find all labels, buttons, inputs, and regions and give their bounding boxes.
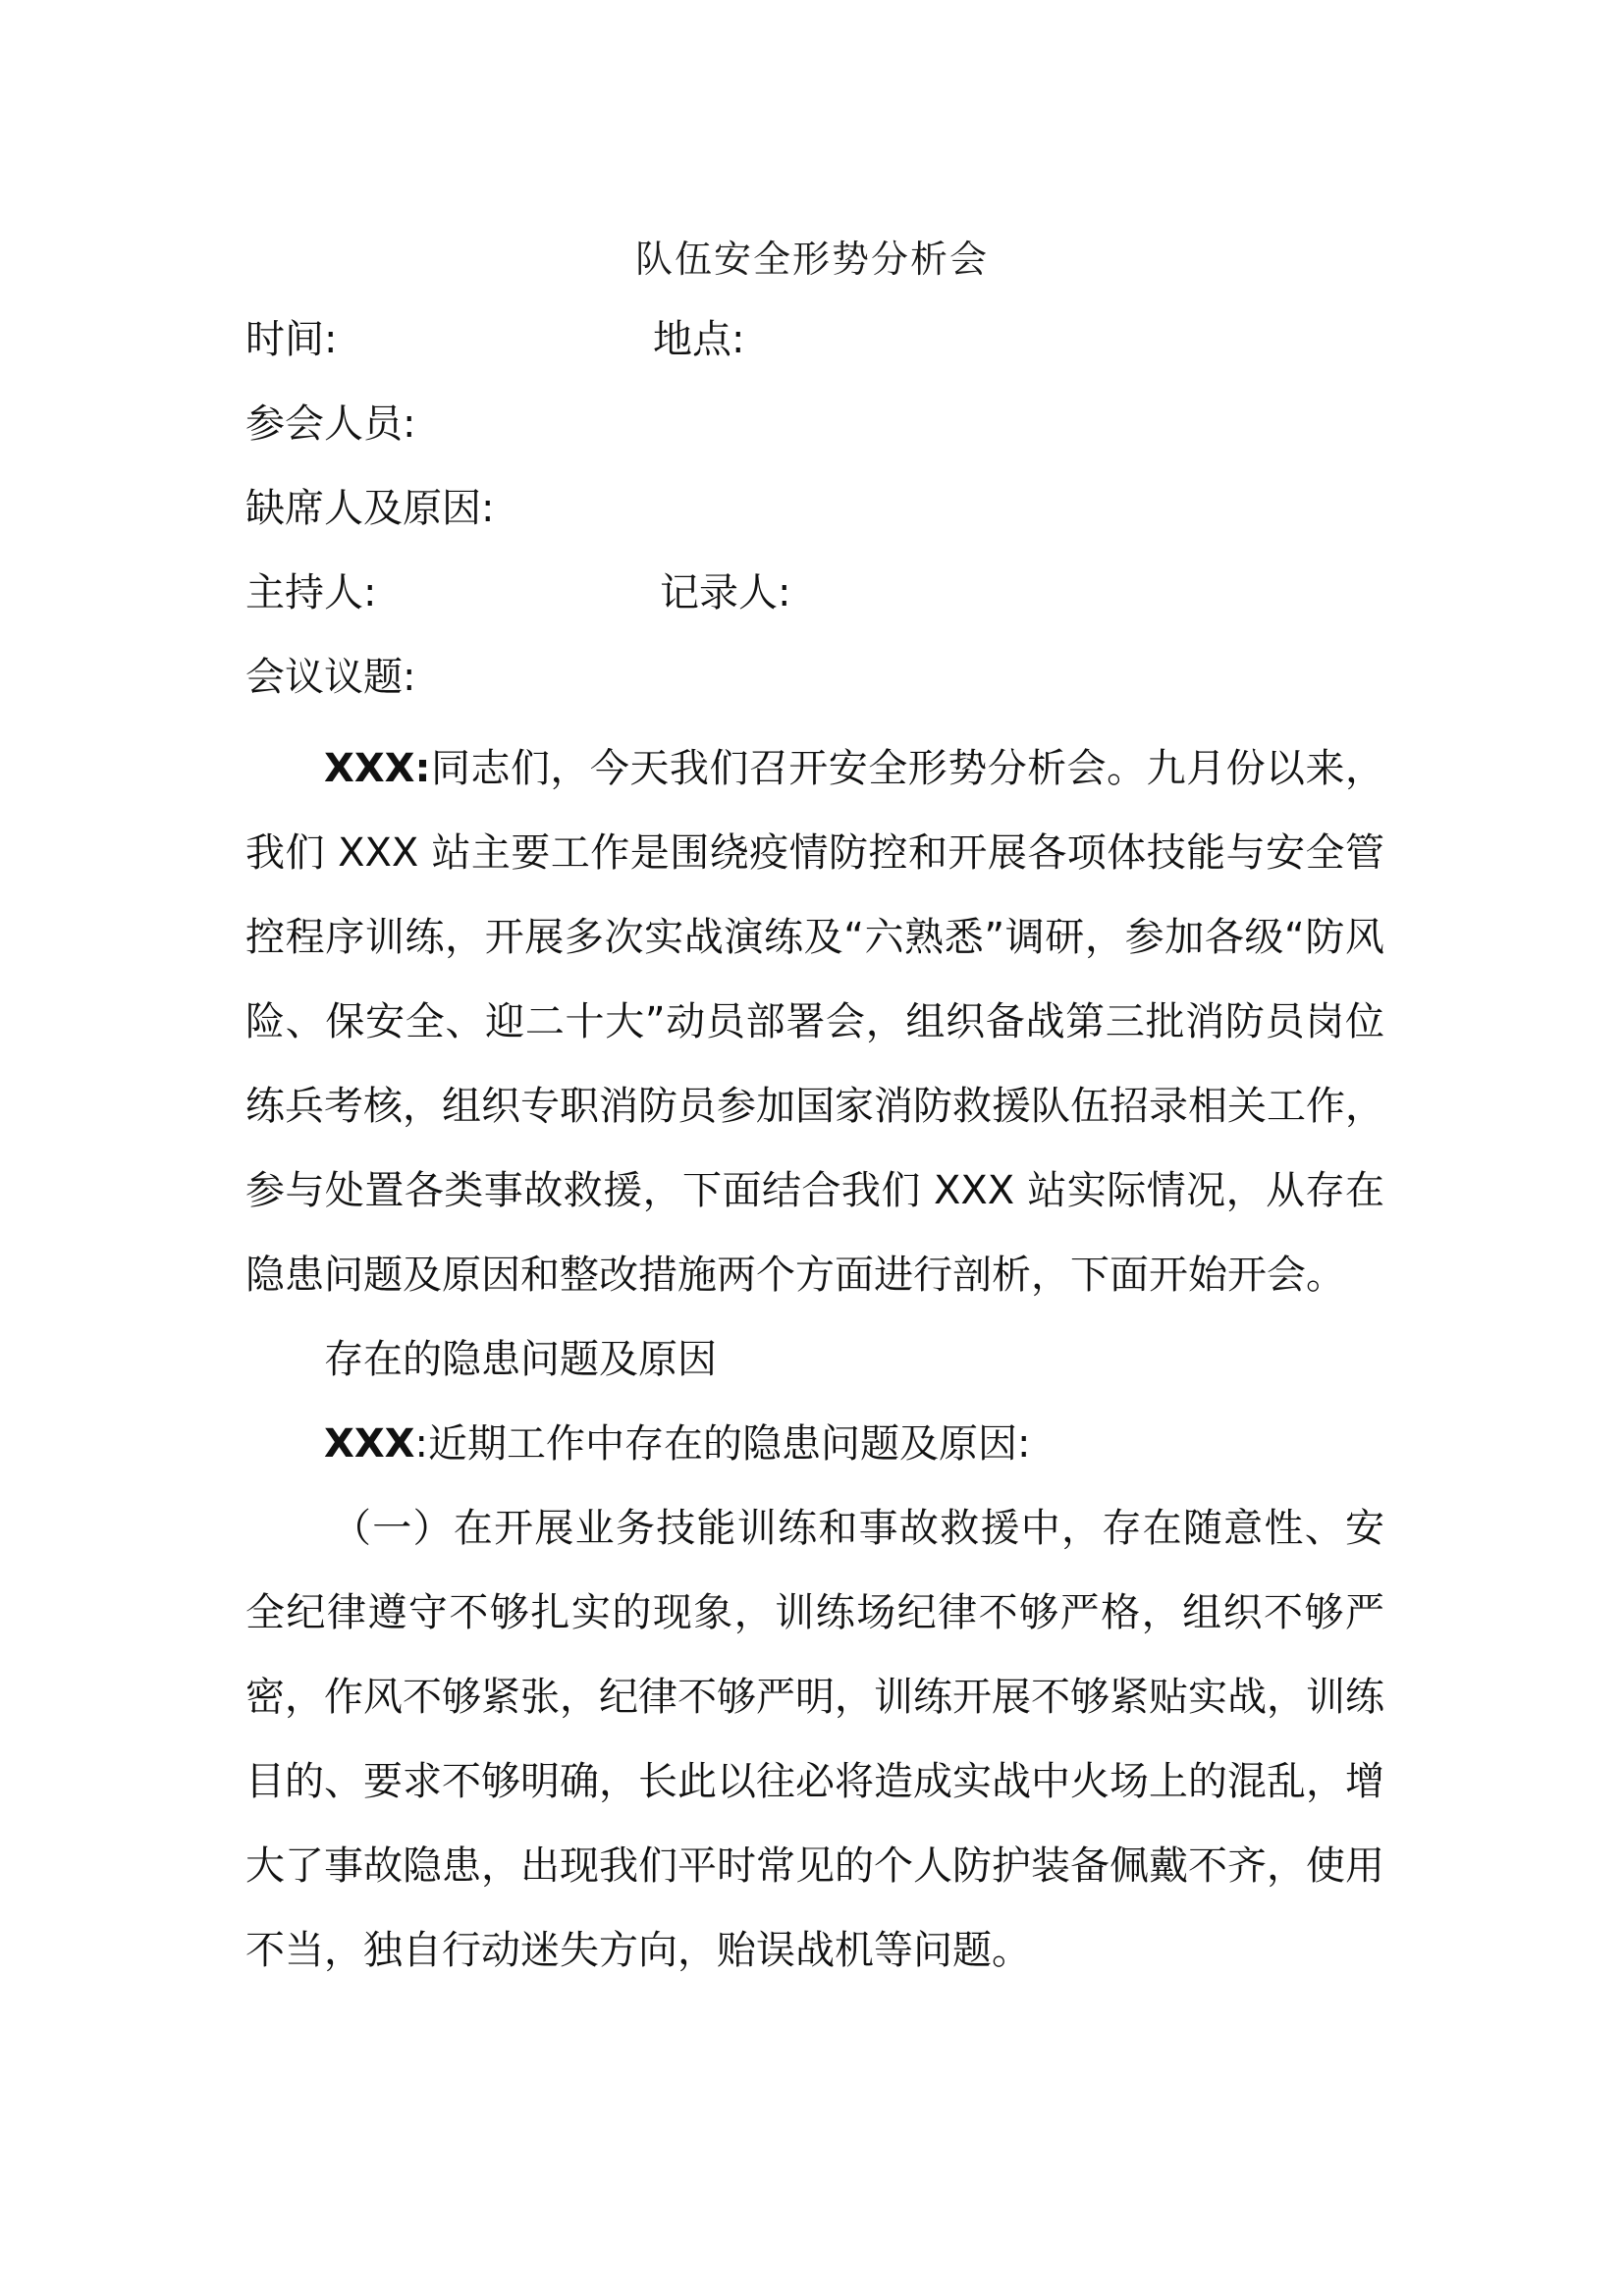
speaker-label: XXX <box>324 1421 415 1467</box>
location-field-label: 地点: <box>653 317 745 362</box>
host-field-label: 主持人: <box>245 570 377 615</box>
document-title: 队伍安全形势分析会 <box>634 238 989 281</box>
recorder-field-label: 记录人: <box>660 570 791 615</box>
time-field-label: 时间: <box>245 317 338 362</box>
opening-paragraph <box>245 726 1384 1317</box>
absent-field-label: 缺席人及原因: <box>245 486 495 531</box>
paragraph-text: :近期工作中存在的隐患问题及原因: <box>414 1421 1031 1467</box>
topic-field-label: 会议议题: <box>245 655 416 700</box>
attendees-field-label: 参会人员: <box>245 401 416 447</box>
document-body <box>245 726 1384 1993</box>
speaker-label: XXX: <box>324 746 431 791</box>
issue-one-paragraph <box>245 1486 1384 1993</box>
paragraph-text: （一）在开展业务技能训练和事故救援中，存在随意性、安全纪律遵守不够扎实的现象，训练场纪律不够严格，组织不够严密，作风不够紧张，纪律不够严明，训练开展不够紧贴实战，训练目的、要求不够明确，长此以往必将造成实战中火场上的混乱，增大了事故隐患，出现我们平时常见的个人防护装备佩戴不齐，使用不当，独自行动迷失方向，贻误战机等问题。 <box>245 1506 1384 1973</box>
paragraph-text: 同志们，今天我们召开安全形势分析会。九月份以来，我们 XXX 站主要工作是围绕疫情防控和开展各项体技能与安全管控程序训练，开展多次实战演练及“六熟悉”调研，参加各级“防风险、保安全、迎二十大”动员部署会，组织备战第三批消防员岗位练兵考核，组织专职消防员参加国家消防救援队伍招录相关工作，参与处置各类事故救援，下面结合我们 XXX 站实际情况，从存在隐患问题及原因和整改措施两个方面进行剖析，下面开始开会。 <box>245 746 1384 1298</box>
section-heading <box>245 1317 1384 1402</box>
issues-intro-paragraph <box>245 1402 1384 1486</box>
paragraph-text: 存在的隐患问题及原因 <box>324 1337 717 1382</box>
